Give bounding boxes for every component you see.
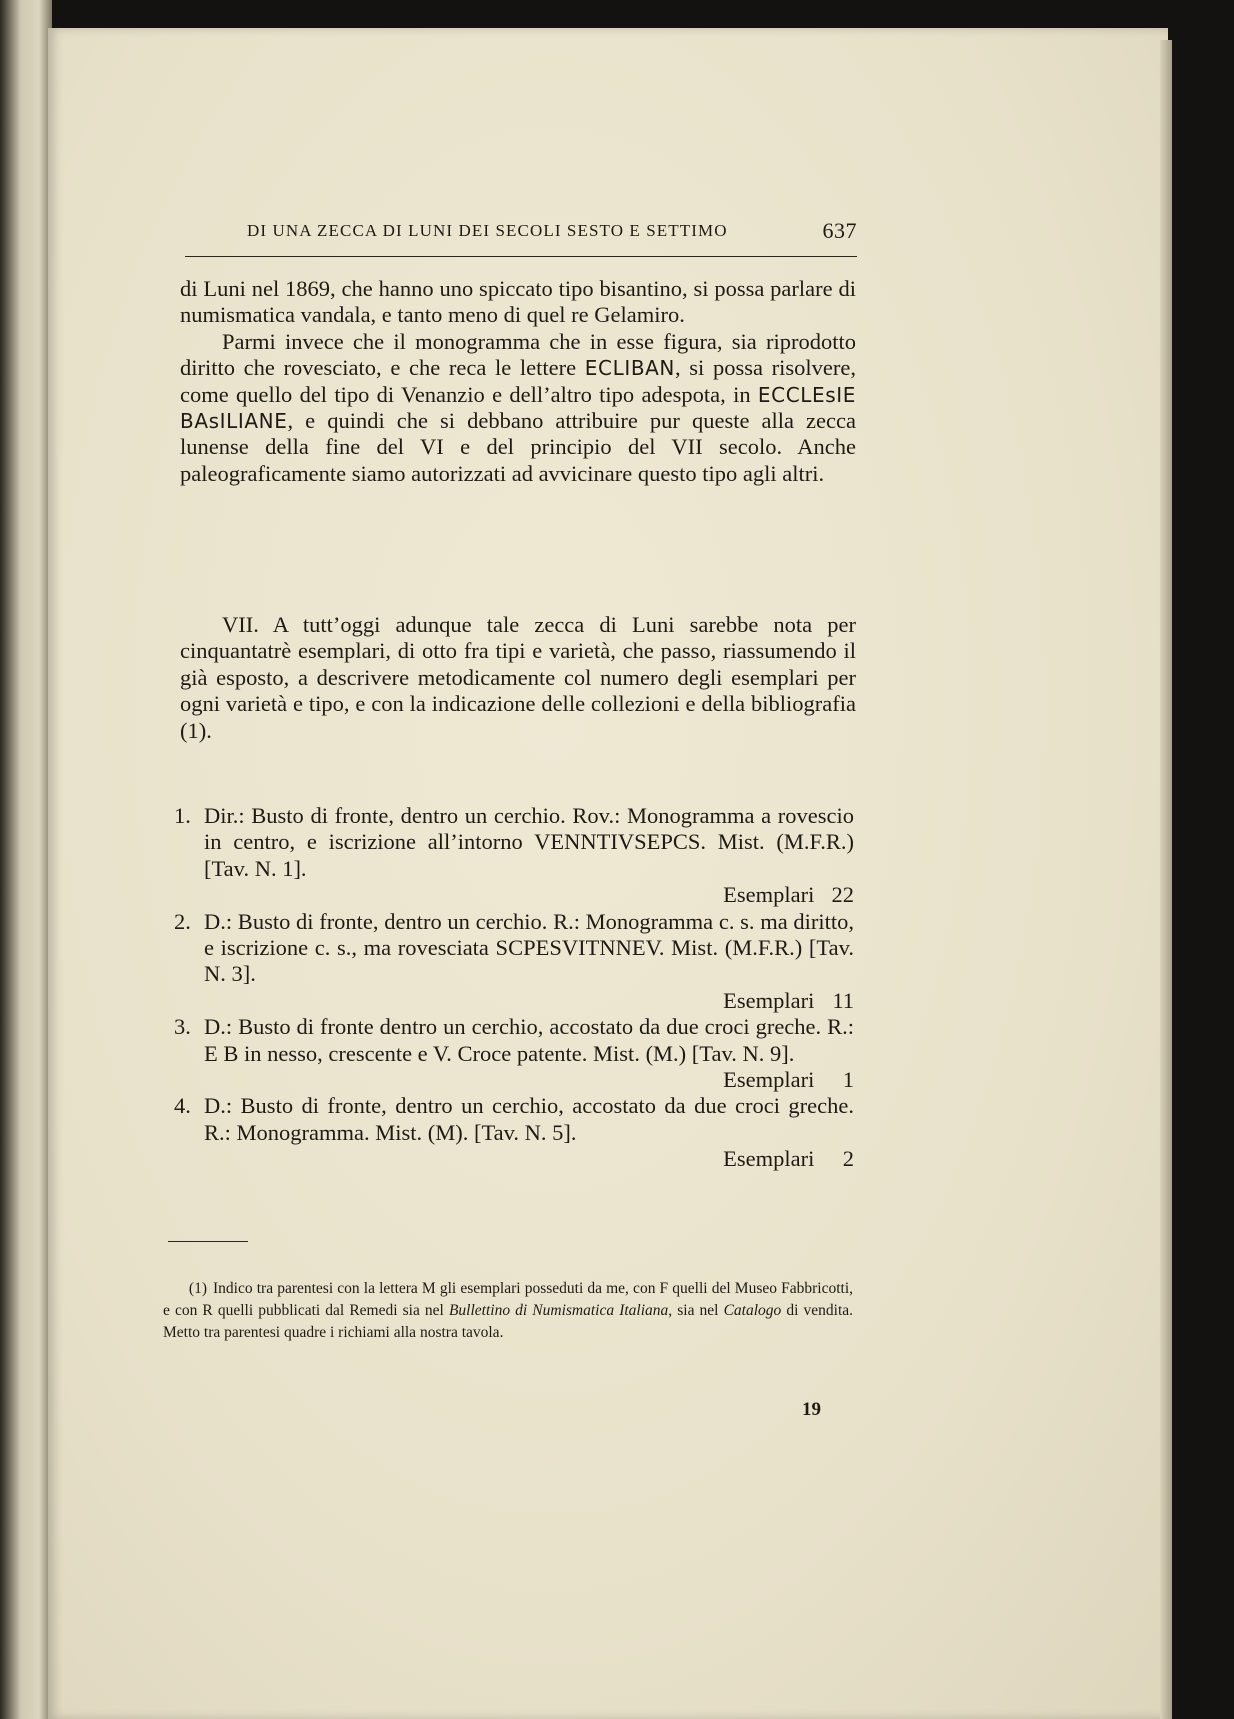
footnote-catalog-title: Catalogo — [723, 1302, 782, 1319]
entry-number: 2. — [174, 908, 191, 934]
signature-number: 19 — [802, 1399, 821, 1420]
list-item — [174, 1014, 854, 1093]
entry-count: Esemplari 11 — [723, 987, 854, 1013]
entry-number: 4. — [174, 1093, 191, 1119]
footnote: (1) Indico tra parentesi con la lettera M gli esemplari posseduti da me, con F quelli del Museo Fabbricotti, e con R quelli pubblicati dal Remedi sia nel Bullettino di Numismatica Italiana, sia nel Catalogo di vendita. Metto tra parentesi quadre i richiami alla nostra tavola. — [163, 1280, 854, 1341]
running-head — [247, 218, 857, 243]
letters-ecliban: ECLIBAN — [584, 356, 675, 381]
list-item — [174, 909, 854, 1015]
catalog-entry — [174, 803, 854, 882]
entry-text: D.: Busto di fronte dentro un cerchio, accostato da due croci greche. R.: E B in nesso, crescente e V. Croce patente. Mist. (M.) [Tav. N. 9]. — [204, 1014, 854, 1066]
catalog-entry — [174, 909, 854, 988]
entry-number: 1. — [174, 803, 191, 828]
list-item — [174, 1093, 854, 1172]
paragraph-monogram: Parmi invece che il monogramma che in esse figura, sia riprodotto diritto che rovesciato, e che reca le lettere ECLIBAN, si possa risolvere, come quello del tipo di Venanzio e dell’altro tipo adespota, in ECCLEsIE BAsILIANE, e quindi che si debbano attribuire pur queste alla zecca lunense della fine del VI e del principio del VII secolo. Anche paleograficamente siamo autorizzati ad avvicinare questo tipo agli altri. — [180, 328, 857, 486]
entry-number: 3. — [174, 1014, 191, 1040]
running-head-title: DI UNA ZECCA DI LUNI DEI SECOLI SESTO E SETTIMO — [247, 221, 728, 240]
footnote-rule — [168, 1241, 248, 1242]
letters-ecclesie-basiliane: ECCLEsIE BAsILIANE — [180, 382, 857, 434]
footnote-bulletin-title: Bullettino di Numismatica Italiana — [448, 1302, 669, 1319]
catalog-list — [174, 803, 854, 1173]
page-fore-edge — [1160, 40, 1172, 1719]
paragraph-continuation: di Luni nel 1869, che hanno uno spiccato tipo bisantino, si possa parlare di numismatica vandala, e tanto meno di quel re Gelamiro. — [180, 276, 856, 328]
entry-text: D.: Busto di fronte, dentro un cerchio. R.: Monogramma c. s. ma diritto, e iscrizione c. s., ma rovesciata SCPESVITNNEV. Mist. (M.F.R.) [Tav. N. 3]. — [204, 908, 854, 987]
section-vii-paragraph — [180, 612, 856, 744]
entry-count: Esemplari 22 — [723, 882, 854, 908]
header-rule — [185, 256, 857, 257]
footnote-mark: (1) — [188, 1280, 207, 1297]
section-vii-text: VII. A tutt’oggi adunque tale zecca di Luni sarebbe nota per cinquantatrè esemplari, di otto fra tipi e varietà, che passo, riassumendo il già esposto, a descrivere metodicamente col numero degli esemplari per ogni varietà e tipo, e con la indicazione delle collezioni e della bibliografia (1). — [180, 612, 856, 743]
left-page-edge — [0, 0, 52, 1719]
list-item — [174, 803, 854, 909]
intro-paragraphs — [180, 276, 856, 487]
page-number: 637 — [822, 218, 857, 243]
catalog-entry — [174, 1093, 854, 1146]
entry-count: Esemplari 1 — [723, 1067, 854, 1093]
entry-text: Dir.: Busto di fronte, dentro un cerchio. Rov.: Monogramma a rovescio in centro, e iscrizione all’intorno VENNTIVSEPCS. Mist. (M.F.R.) [Tav. N. 1]. — [204, 803, 854, 881]
catalog-entry — [174, 1014, 854, 1067]
entry-count: Esemplari 2 — [723, 1146, 854, 1172]
entry-text: D.: Busto di fronte, dentro un cerchio, accostato da due croci greche. R.: Monogramma. Mist. (M). [Tav. N. 5]. — [204, 1093, 854, 1145]
